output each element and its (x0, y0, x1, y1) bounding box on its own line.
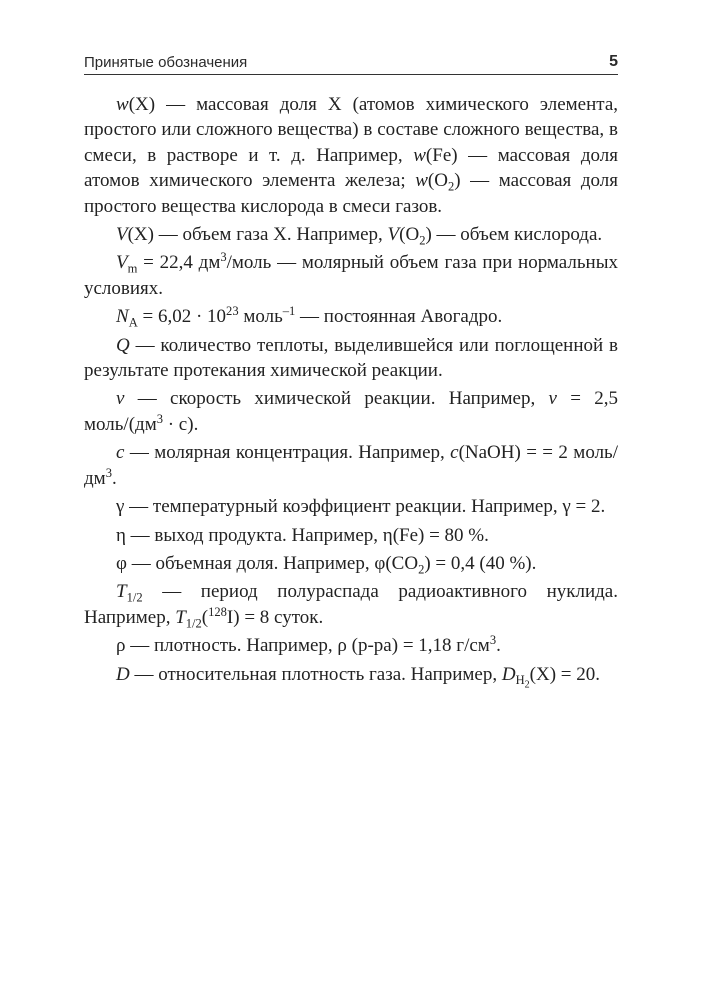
entry-molar-concentration: c — молярная концентрация. Например, c(NaOH) = = 2 моль/$дм^3$. (84, 442, 618, 489)
entry-gas-volume: V(X) — объем газа X. Например, $V(O_2)$ — объем кислорода. (116, 224, 603, 248)
header-rule (84, 74, 618, 75)
entry-relative-density: D — относительная плотность газа. Например, $D_{H_2}(X) = 20$. (116, 663, 601, 691)
page-number: 5 (609, 53, 618, 70)
entry-avogadro: $N_A = 6,02 \cdot 10^{23}$ моль$^{-1}$ — постоянная Авогадро. (116, 304, 503, 330)
entry-molar-volume: $V_m = 22,4$ $дм^3$/моль — молярный объем газа при нормальных условиях. (84, 250, 618, 299)
entry-heat: Q — количество теплоты, выделившейся или поглощенной в результате протекания химической реакции. (84, 334, 618, 382)
entry-half-life: $T_{1/2}$ — период полураспада радиоактивного нуклида. Например, $T_{1/2}(^{128}I) = 8$ суток. (84, 581, 618, 631)
entry-mass-fraction: w(X) — массовая доля X (атомов химического элемента, простого или сложного вещества) в составе сложного вещества, в смеси, в растворе и т. д. Например, w(Fe) — массовая доля атомов химического элемента железа; $w(O_2)$ — массовая доля простого вещества кислорода в смеси газов. (84, 94, 618, 217)
running-head-title: Принятые обозначения (84, 54, 248, 71)
entry-yield: η — выход продукта. Например, η(Fe) = 80 %. (116, 524, 489, 546)
notation-list (84, 92, 618, 690)
entry-density: ρ — плотность. Например, ρ (р-ра) = 1,18 $г/см^3$. (116, 633, 501, 657)
entry-temperature-coefficient: γ — температурный коэффициент реакции. Например, γ = 2. (116, 496, 606, 518)
entry-volume-fraction: φ — объемная доля. Например, $\varphi(CO_2) = 0,4$ (40 %). (116, 552, 537, 577)
entry-reaction-rate: v — скорость химической реакции. Например, v = 2,5 моль/$(дм^3 \cdot с)$. (84, 388, 618, 435)
